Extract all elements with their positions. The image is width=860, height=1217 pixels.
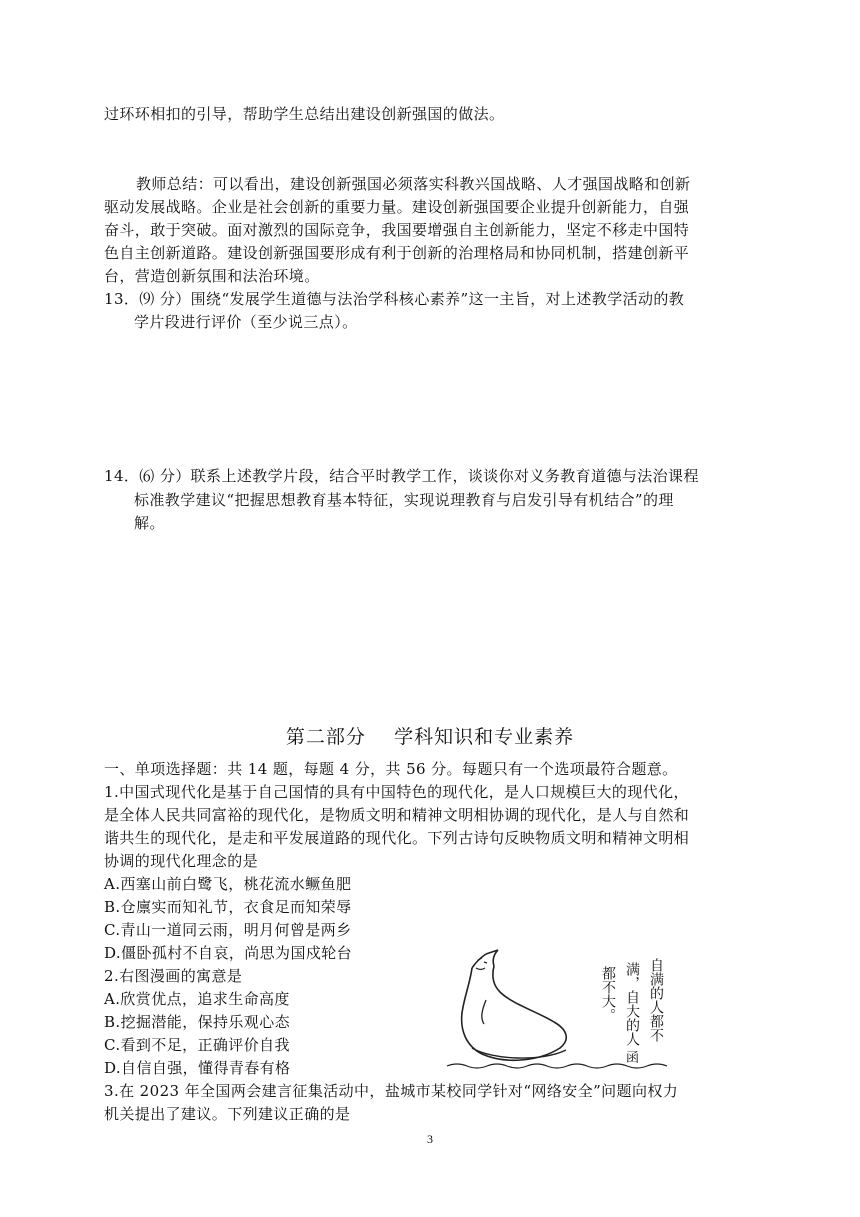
mc1-option-a: A.西塞山前白鹭飞，桃花流水鳜鱼肥 [104, 875, 352, 893]
summary-line: 驱动发展战略。企业是社会创新的重要力量。建设创新强国要企业提升创新能力，自强 [104, 198, 690, 216]
section1-header: 一、单项选择题：共 14 题，每题 4 分，共 56 分。每题只有一个选项最符合题意。 [104, 760, 678, 778]
mc1-option-b: B.仓廪实而知礼节，衣食足而知荣辱 [104, 898, 352, 916]
intro-end: 过环环相扣的引导，帮助学生总结出建设创新强国的做法。 [104, 105, 505, 123]
question-14-line: 14．⑹ 分）联系上述教学片段，结合平时教学工作，谈谈你对义务教育道德与法治课程 [104, 467, 699, 485]
question-14-line: 标准教学建议“把握思想教育基本特征，实现说理教育与启发引导有机结合”的理 [134, 491, 674, 509]
mc1-stem-line: 是全体人民共同富裕的现代化，是物质文明和精神文明相协调的现代化，是人与自然和 [104, 806, 690, 824]
summary-line: 奋斗，敢于突破。面对激烈的国际竞争，我国要增强自主创新能力，坚定不移走中国特 [104, 221, 690, 239]
part2-title: 第二部分 学科知识和专业素养 [285, 726, 575, 748]
mc1-stem-line: 1.中国式现代化是基于自己国情的具有中国特色的现代化，是人口规模巨大的现代化， [104, 783, 689, 801]
summary-line: 色自主创新道路。建设创新强国要形成有利于创新的治理格局和协同机制，搭建创新平 [104, 244, 690, 262]
mc1-option-c: C.青山一道同云雨，明月何曾是两乡 [104, 921, 352, 939]
mc2-stem: 2.右图漫画的寓意是 [104, 967, 243, 985]
summary-line: 教师总结：可以看出，建设创新强国必须落实科教兴国战略、人才强国战略和创新 [136, 175, 691, 193]
question-13-line: 13．⑼ 分）围绕“发展学生道德与法治学科核心素养”这一主旨，对上述教学活动的教 [104, 290, 685, 308]
cartoon-arm [482, 1000, 486, 1024]
question-14-line: 解。 [134, 514, 165, 532]
cartoon-face [476, 958, 487, 970]
mc1-stem-line: 谐共生的现代化，是走和平发展道路的现代化。下列古诗句反映物质文明和精神文明相 [104, 829, 690, 847]
cartoon-caption-col-2: 满，自大的人 [624, 962, 640, 1046]
cartoon-caption-col-3: 都不大。 [600, 966, 616, 1022]
cartoon-bottle-outline [462, 966, 567, 1060]
cartoon-caption-col-1: 自满的人都不 [648, 958, 664, 1042]
question-13-line: 学片段进行评价（至少说三点）。 [134, 313, 358, 331]
cartoon-bottle-image [442, 938, 672, 1076]
mc2-option-a: A.欣赏优点，追求生命高度 [104, 990, 290, 1008]
mc1-option-d: D.僵卧孤村不自哀，尚思为国戍轮台 [104, 944, 353, 962]
page-number: 3 [427, 1132, 433, 1146]
cartoon-seal: 函 [626, 1051, 640, 1066]
mc3-stem-line: 3.在 2023 年全国两会建言征集活动中，盐城市某校同学针对“网络安全”问题向权力 [104, 1082, 679, 1100]
mc3-stem-line: 机关提出了建议。下列建议正确的是 [104, 1105, 351, 1123]
mc1-stem-line: 协调的现代化理念的是 [104, 852, 259, 870]
mc2-option-d: D.自信自强，懂得青春有格 [104, 1059, 291, 1077]
mc2-option-c: C.看到不足，正确评价自我 [104, 1036, 290, 1054]
summary-line: 台，营造创新氛围和法治环境。 [104, 267, 320, 285]
mc2-option-b: B.挖掘潜能，保持乐观心态 [104, 1013, 290, 1031]
cartoon-bottle-neck [472, 950, 498, 968]
